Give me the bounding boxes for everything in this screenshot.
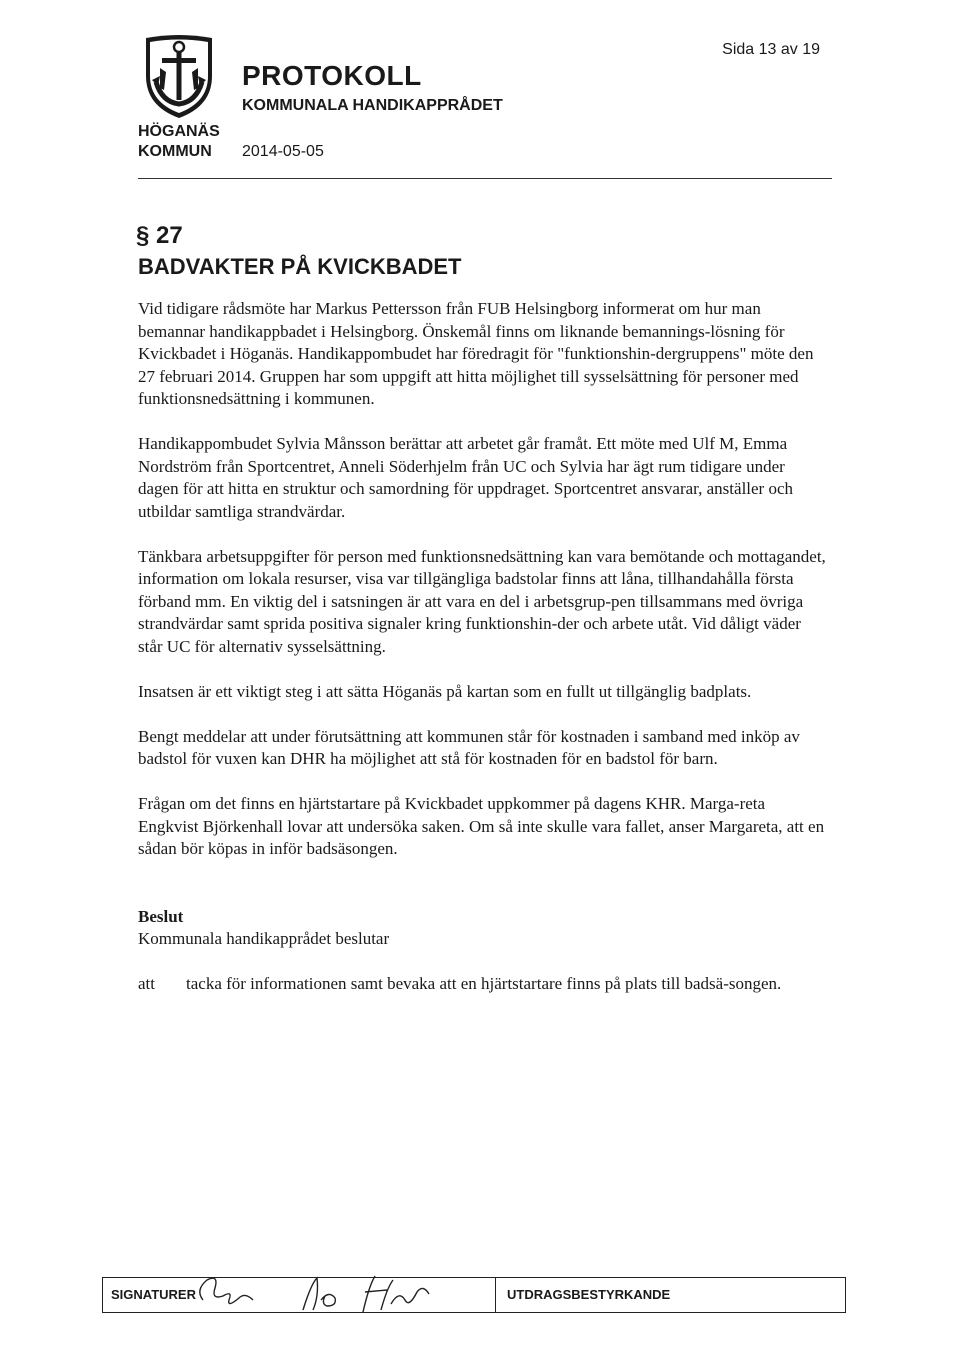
- signature-footer: [102, 1277, 846, 1313]
- minutes-body: [138, 298, 828, 996]
- document-date: 2014-05-05: [242, 143, 324, 160]
- paragraph: Vid tidigare rådsmöte har Markus Pettersson från FUB Helsingborg informerat om hur man bemannar handikappbadet i Helsingborg. Önskemål finns om liknande bemannings-lösning för Kvickbadet i Höganäs. Handikappombudet har föredragit för "funktionshin-dergruppens" möte den 27 februari 2014. Gruppen har som uppgift att hitta möjlighet till sysselsättning för personer med funktionsnedsättning i kommunen.: [138, 299, 814, 408]
- municipality-name-line1: HÖGANÄS: [138, 123, 220, 140]
- decision-content: tacka för informationen samt bevaka att en hjärtstartare finns på plats till badsä-songen.: [186, 974, 782, 993]
- paragraph: Frågan om det finns en hjärtstartare på Kvickbadet uppkommer på dagens KHR. Marga-reta Engkvist Björkenhall lovar att undersöka saken. Om så inte skulle vara fallet, anser Margareta, att en sådan bör köpas in inför badsäsongen.: [138, 794, 825, 858]
- footer-divider: [495, 1278, 496, 1312]
- decision-heading: Beslut: [138, 906, 184, 926]
- decision-intro: Kommunala handikapprådet beslutar: [138, 929, 390, 948]
- paragraph: Insatsen är ett viktigt steg i att sätta Höganäs på kartan som en fullt ut tillgänglig badplats.: [138, 681, 752, 701]
- document-title: PROTOKOLL: [242, 60, 422, 91]
- decision-att-word: att: [138, 974, 155, 993]
- paragraph: Tänkbara arbetsuppgifter för person med funktionsnedsättning kan vara bemötande och mottagandet, information om lokala resurser, visa var tillgängliga badstolar finns att låna, tillhandahålla första förband mm. En viktig del i satsningen är att vara en del i arbetsgrup-pen tillsammans med övriga strandvärdar samt sprida positiva signaler kring funktionshin-der och arbete utåt. Vid dåligt väder står UC för alternativ sysselsättning.: [138, 546, 826, 656]
- municipality-name-line2: KOMMUN: [138, 143, 212, 160]
- section-number: § 27: [136, 222, 183, 249]
- header-divider: [138, 178, 832, 179]
- document-subtitle: KOMMUNALA HANDIKAPPRÅDET: [242, 97, 503, 114]
- handwritten-signatures: [193, 1270, 483, 1314]
- page-number: Sida 13 av 19: [722, 41, 820, 58]
- section-title: BADVAKTER PÅ KVICKBADET: [138, 254, 462, 279]
- municipality-name: [138, 122, 220, 162]
- certification-label: UTDRAGSBESTYRKANDE: [507, 1287, 671, 1302]
- hoganas-coat-of-arms-logo: [140, 30, 218, 120]
- decision-text: [138, 973, 828, 996]
- paragraph: Bengt meddelar att under förutsättning att kommunen står för kostnaden i samband med inköp av badstol för vuxen kan DHR ha möjlighet att stå för kostnaden för en badstol för barn.: [138, 726, 800, 768]
- signatures-label: SIGNATURER: [111, 1287, 196, 1302]
- paragraph: Handikappombudet Sylvia Månsson berättar att arbetet går framåt. Ett möte med Ulf M, Emma Nordström från Sportcentret, Anneli Söderhjelm från UC och Sylvia har ägt rum tidigare under dagen för att hitta en struktur och samordning för uppdraget. Sportcentret ansvarar, anställer och utbildar samtliga strandvärdar.: [138, 434, 794, 521]
